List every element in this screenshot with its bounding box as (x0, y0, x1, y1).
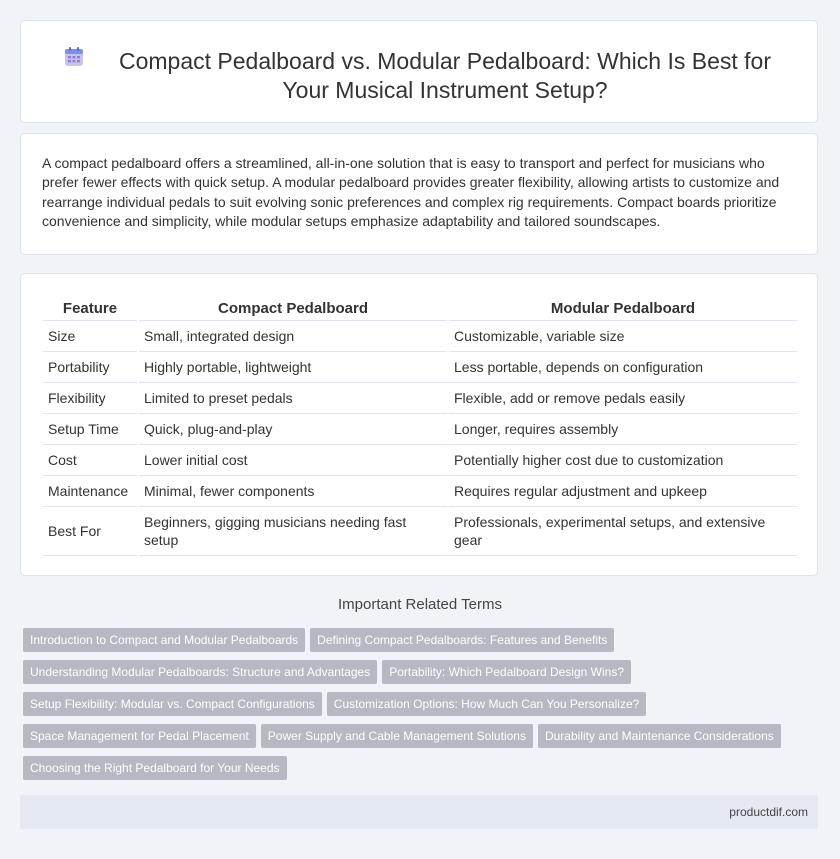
table-row (43, 476, 797, 507)
footer (20, 795, 818, 829)
related-term-tag[interactable]: Customization Options: How Much Can You Personalize? (327, 692, 647, 716)
page-title: Compact Pedalboard vs. Modular Pedalboard: Which Is Best for Your Musical Instrument Setup? (119, 48, 771, 103)
table-cell: Flexibility (43, 383, 137, 414)
title-card (20, 20, 818, 123)
table-row (43, 414, 797, 445)
comparison-card (20, 273, 818, 576)
table-cell: Maintenance (43, 476, 137, 507)
related-term-tag[interactable]: Space Management for Pedal Placement (23, 724, 256, 748)
table-cell: Small, integrated design (139, 321, 447, 352)
related-terms-heading: Important Related Terms (338, 596, 502, 613)
column-header-modular: Modular Pedalboard (449, 296, 797, 321)
table-cell: Beginners, gigging musicians needing fast setup (139, 507, 447, 556)
table-cell: Customizable, variable size (449, 321, 797, 352)
table-row (43, 321, 797, 352)
related-term-tag[interactable]: Choosing the Right Pedalboard for Your Needs (23, 756, 287, 780)
table-cell: Limited to preset pedals (139, 383, 447, 414)
calendar-icon (63, 46, 85, 68)
related-term-tag[interactable]: Setup Flexibility: Modular vs. Compact Configurations (23, 692, 322, 716)
table-cell: Potentially higher cost due to customization (449, 445, 797, 476)
table-cell: Less portable, depends on configuration (449, 352, 797, 383)
column-header-feature: Feature (43, 296, 137, 321)
comparison-table (41, 296, 799, 556)
table-cell: Professionals, experimental setups, and extensive gear (449, 507, 797, 556)
related-term-tag[interactable]: Defining Compact Pedalboards: Features and Benefits (310, 628, 614, 652)
intro-card (20, 133, 818, 255)
table-cell: Longer, requires assembly (449, 414, 797, 445)
related-terms-list (23, 628, 813, 788)
table-row (43, 445, 797, 476)
table-row (43, 383, 797, 414)
related-term-tag[interactable]: Introduction to Compact and Modular Pedalboards (23, 628, 305, 652)
table-cell: Quick, plug-and-play (139, 414, 447, 445)
intro-paragraph: A compact pedalboard offers a streamlined, all-in-one solution that is easy to transport and perfect for musicians who prefer fewer effects with quick setup. A modular pedalboard provides greater flexibility, allowing artists to customize and rearrange individual pedals to suit evolving sonic preferences and complex rig requirements. Compact boards prioritize convenience and simplicity, while modular setups emphasize adaptability and tailored soundscapes. (42, 155, 780, 230)
table-cell: Setup Time (43, 414, 137, 445)
table-header-row (43, 296, 797, 321)
table-cell: Size (43, 321, 137, 352)
table-cell: Minimal, fewer components (139, 476, 447, 507)
column-header-compact: Compact Pedalboard (139, 296, 447, 321)
table-cell: Highly portable, lightweight (139, 352, 447, 383)
table-cell: Best For (43, 507, 137, 556)
related-term-tag[interactable]: Portability: Which Pedalboard Design Wins? (382, 660, 631, 684)
table-row (43, 507, 797, 556)
related-term-tag[interactable]: Durability and Maintenance Considerations (538, 724, 781, 748)
table-cell: Cost (43, 445, 137, 476)
table-cell: Requires regular adjustment and upkeep (449, 476, 797, 507)
table-cell: Lower initial cost (139, 445, 447, 476)
table-cell: Flexible, add or remove pedals easily (449, 383, 797, 414)
table-row (43, 352, 797, 383)
footer-site-name[interactable]: productdif.com (729, 805, 808, 819)
related-term-tag[interactable]: Understanding Modular Pedalboards: Structure and Advantages (23, 660, 377, 684)
related-term-tag[interactable]: Power Supply and Cable Management Solutions (261, 724, 533, 748)
table-cell: Portability (43, 352, 137, 383)
